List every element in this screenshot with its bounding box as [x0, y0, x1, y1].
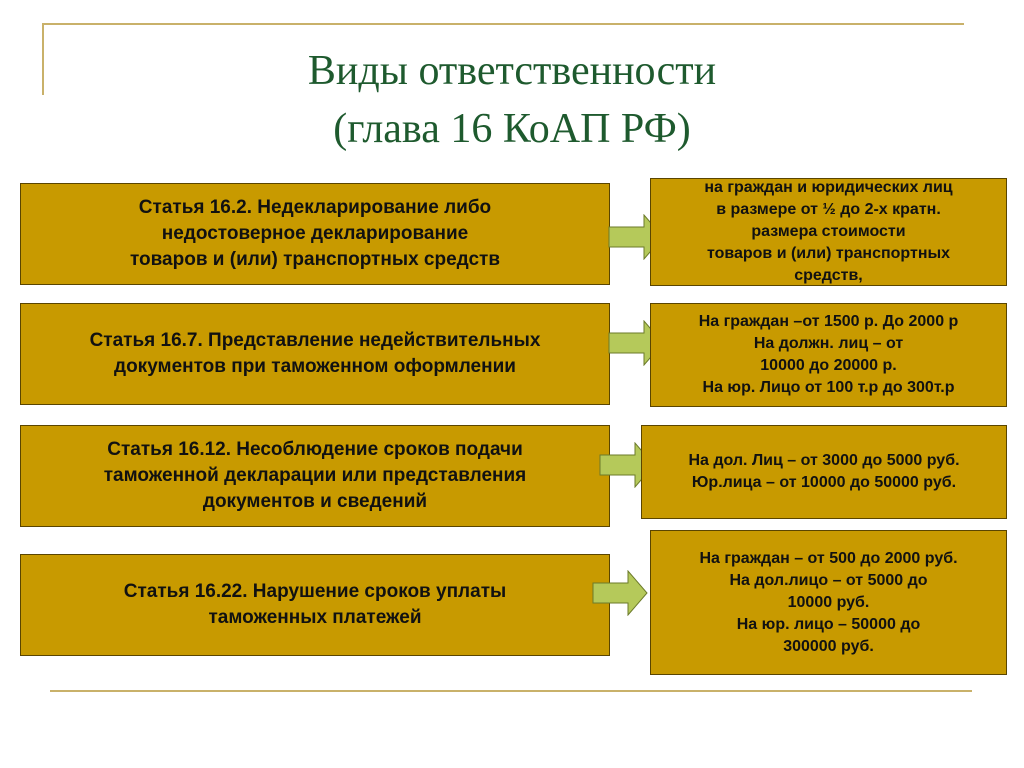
penalty-box-16-2: [650, 178, 1007, 286]
penalty-text: На граждан – от 500 до 2000 руб. На дол.лицо – от 5000 до 10000 руб. На юр. лицо – 50000 до 300000 руб.: [699, 549, 958, 655]
title-line-2: (глава 16 КоАП РФ): [333, 106, 691, 152]
penalty-box-16-12: [641, 425, 1007, 519]
penalty-text: на граждан и юридических лиц в размере от ½ до 2-х кратн. размера стоимости товаров и (или) транспортных средств,: [704, 179, 953, 284]
article-text: Статья 16.12. Несоблюдение сроков подачи таможенной декларации или представления документов и сведений: [103, 439, 527, 512]
article-box-16-22: [20, 554, 610, 656]
article-box-16-7: [20, 303, 610, 405]
article-text: Статья 16.2. Недекларирование либо недостоверное декларирование товаров и (или) транспортных средств: [129, 197, 501, 270]
article-box-16-12: [20, 425, 610, 527]
frame-left-line: [42, 23, 44, 95]
title-line-1: Виды ответственности: [307, 48, 717, 94]
article-box-16-2: [20, 183, 610, 285]
penalty-box-16-7: [650, 303, 1007, 407]
article-text: Статья 16.22. Нарушение сроков уплаты таможенных платежей: [123, 581, 507, 628]
penalty-text: На дол. Лиц – от 3000 до 5000 руб. Юр.лица – от 10000 до 50000 руб.: [688, 452, 960, 491]
frame-top-line: [42, 23, 964, 25]
frame-bottom-line: [50, 690, 972, 692]
page-title: [150, 42, 874, 158]
penalty-text: На граждан –от 1500 р. До 2000 р На должн. лиц – от 10000 до 20000 р. На юр. Лицо от 100 т.р до 300т.р: [698, 313, 959, 396]
penalty-box-16-22: [650, 530, 1007, 675]
article-text: Статья 16.7. Представление недействительных документов при таможенном оформлении: [89, 330, 541, 377]
arrow-right-icon: [592, 570, 648, 616]
